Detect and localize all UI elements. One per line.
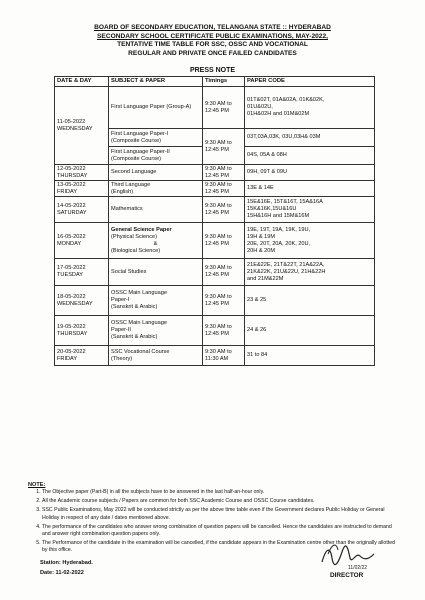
subject-note: (Biological Science) — [111, 247, 161, 254]
note-item: 2. All the Academic course subjects / Papers are common for both SSC Academic Course and OSSC Course candidates. — [42, 498, 398, 505]
signature-icon — [318, 538, 378, 572]
table-row — [55, 87, 375, 129]
code-cell — [245, 286, 375, 316]
notes-title: NOTE: — [28, 482, 46, 488]
time-start: 9:30 AM to — [205, 181, 232, 188]
signature-date: 11/02/22 — [348, 565, 368, 571]
note-item: 5. The Performance of the candidate in the examination will be cancelled, if the candidate appears in the Examination centre other than the originally allotted by this office. — [42, 540, 398, 555]
code-cell — [245, 147, 375, 165]
time-end: 12:45 PM — [205, 240, 229, 247]
code-cell — [245, 197, 375, 223]
subject-cell — [109, 316, 203, 346]
press-note-title: PRESS NOTE — [189, 67, 236, 74]
code-cell — [245, 165, 375, 181]
header-exam: SECONDARY SCHOOL CERTIFICATE PUBLIC EXAMINATIONS, MAY-2022, — [97, 32, 328, 40]
day: FRIDAY — [57, 188, 78, 195]
station-block — [40, 558, 93, 578]
code-line: 04S, 05A & 08H — [247, 152, 287, 158]
time-start: 9:30 AM to — [205, 100, 232, 107]
date-cell — [55, 346, 109, 366]
timing-cell — [203, 286, 245, 316]
code-line: 19H & 19M — [247, 233, 275, 240]
code-line: 21E&22E, 21T&22T, 21A&22A, — [247, 261, 325, 268]
subject-cell — [109, 165, 203, 181]
table-row — [55, 346, 375, 366]
date: 12-05-2022 — [57, 165, 86, 172]
code-line: 15H&16H and 15M&16M — [247, 213, 310, 219]
code-line: 01U&02U, — [247, 104, 273, 110]
subject-note: Paper-II — [111, 327, 131, 333]
subject: Third Language — [111, 181, 151, 188]
subject: First Language Paper (Group-A) — [111, 104, 192, 110]
timetable — [54, 76, 375, 366]
code-line: 15K&16K,15U&16U — [247, 206, 297, 212]
code-cell — [245, 129, 375, 147]
table-header-row — [55, 77, 375, 87]
header-timetable: TENTATIVE TIME TABLE FOR SSC, OSSC AND VOCATIONAL — [117, 41, 308, 49]
subject-cell — [109, 286, 203, 316]
subject: OSSC Main Language — [111, 290, 167, 296]
time-start: 9:30 AM to — [205, 233, 232, 240]
code-line: 03T,03A,03K, 03U,03H& 03M — [247, 134, 321, 140]
date: 11-05-2022 — [57, 118, 86, 125]
time-start: 9:30 AM to — [205, 323, 232, 330]
day: WEDNESDAY — [57, 125, 93, 132]
subject-note: (Physical Science) — [111, 233, 158, 240]
col-header-subject: SUBJECT & PAPER — [109, 77, 203, 87]
date-cell — [55, 316, 109, 346]
timing-cell — [203, 259, 245, 286]
subject-cell — [109, 147, 203, 165]
date-cell — [55, 165, 109, 181]
code-line: 21K&22K, 21U&22U, 21H&22H — [247, 268, 326, 275]
timing-cell — [203, 165, 245, 181]
subject-cell — [109, 87, 203, 129]
note-item: 1. The Objective paper (Part-B) in all the subjects have to be answered in the last half-an-hour only. — [42, 489, 398, 496]
subject: First Language Paper-I — [111, 130, 169, 137]
timing-cell — [203, 316, 245, 346]
date: 19-05-2022 — [57, 323, 86, 330]
code-cell — [245, 346, 375, 366]
table-row — [55, 259, 375, 286]
code-line: 01H&02H and 01M&02M — [247, 111, 310, 117]
subject: Second Language — [111, 169, 157, 175]
code-cell — [245, 316, 375, 346]
subject-note: (Composite Course) — [111, 137, 162, 144]
time-start: 9:30 AM to — [205, 348, 232, 355]
timing-cell — [203, 87, 245, 129]
subject-note: (English) — [111, 188, 134, 195]
code-line: 09H, 09T & 09U — [247, 169, 288, 175]
table-row — [55, 181, 375, 197]
date: 20-05-2022 — [57, 348, 86, 355]
subject: General Science Paper — [111, 226, 172, 233]
subject-cell — [109, 223, 203, 259]
subject-cell — [109, 346, 203, 366]
subject: SSC Vocational Course — [111, 348, 170, 355]
code-line: 01T&02T, 01A&02A, 01K&02K, — [247, 97, 325, 103]
time-end: 12:45 PM — [205, 209, 229, 216]
date-cell — [55, 181, 109, 197]
code-line: 20E, 20T, 20A, 20K, 20U, — [247, 240, 311, 247]
code-line: 23 & 25 — [247, 297, 267, 303]
code-line: 19E, 19T, 19A, 19K, 19U, — [247, 226, 311, 233]
time-end: 12:45 PM — [205, 107, 229, 114]
subject: Social Studies — [111, 268, 147, 275]
col-header-code: PAPER CODE — [245, 77, 375, 87]
date: 16-05-2022 — [57, 233, 86, 240]
time-start: 9:30 AM to — [205, 202, 232, 209]
code-cell — [245, 87, 375, 129]
col-header-date: DATE & DAY — [55, 77, 109, 87]
date: 17-05-2022 — [57, 265, 86, 271]
subject-note: Paper-I — [111, 297, 130, 303]
subject-note: & — [153, 240, 158, 247]
subject-cell — [109, 197, 203, 223]
table-row — [55, 197, 375, 223]
subject-cell — [109, 129, 203, 147]
header-candidates: REGULAR AND PRIVATE ONCE FAILED CANDIDATES — [128, 49, 297, 57]
table-row — [55, 223, 375, 259]
issue-date: Date: 11-02-2022 — [40, 570, 84, 576]
timing-cell — [203, 223, 245, 259]
subject-note: (Sanskrit & Arabic) — [111, 304, 158, 310]
document-header — [40, 24, 385, 58]
subject-note: (Theory) — [111, 355, 133, 362]
date-cell — [55, 286, 109, 316]
date-cell — [55, 197, 109, 223]
code-line: 31 to 84 — [247, 352, 268, 358]
subject: OSSC Main Language — [111, 320, 167, 326]
code-line: 20H & 20M — [247, 247, 275, 254]
code-line: 24 & 26 — [247, 327, 267, 333]
day: THURSDAY — [57, 330, 88, 337]
code-line: 13E & 14E — [247, 185, 274, 191]
day: FRIDAY — [57, 355, 78, 362]
date: 18-05-2022 — [57, 293, 86, 300]
subject-note: (Sanskrit & Arabic) — [111, 334, 158, 340]
subject-note: (Composite Course) — [111, 155, 162, 162]
time-end: 12:45 PM — [205, 272, 229, 278]
timing-cell — [203, 181, 245, 197]
code-cell — [245, 181, 375, 197]
code-cell — [245, 223, 375, 259]
date-cell — [55, 259, 109, 286]
timing-cell — [203, 129, 245, 165]
header-board: BOARD OF SECONDARY EDUCATION, TELANGANA STATE :: HYDERABAD — [94, 24, 331, 31]
time-start: 9:30 AM to — [205, 265, 232, 271]
date-cell — [55, 87, 109, 165]
subject-cell — [109, 181, 203, 197]
code-line: and 21M&22M — [247, 275, 284, 282]
table-row — [55, 165, 375, 181]
table-row — [55, 316, 375, 346]
code-cell — [245, 259, 375, 286]
date: 13-05-2022 — [57, 181, 86, 188]
day: WEDNESDAY — [57, 300, 93, 307]
time-end: 12:45 PM — [205, 300, 229, 307]
time-end: 11:30 AM — [205, 355, 229, 362]
time-end: 12:45 PM — [205, 172, 229, 179]
date-cell — [55, 223, 109, 259]
station: Station: Hyderabad. — [40, 560, 93, 566]
time-end: 12:45 PM — [205, 146, 229, 153]
day: MONDAY — [57, 240, 82, 247]
day: SATURDAY — [57, 209, 87, 216]
day: TUESDAY — [57, 272, 84, 278]
table-row — [55, 286, 375, 316]
note-item: 4. The performance of the candidates who answer wrong combination of question papers will be cancelled. Hence the candidates are instructed to demand and answer right combination question papers only. — [42, 524, 398, 539]
director-title: DIRECTOR — [330, 572, 364, 579]
time-start: 9:30 AM to — [205, 293, 232, 300]
day: THURSDAY — [57, 172, 88, 179]
timing-cell — [203, 346, 245, 366]
time-end: 12:45 PM — [205, 188, 229, 195]
time-end: 12:45 PM — [205, 330, 229, 337]
subject-cell — [109, 259, 203, 286]
note-item: 3. SSC Public Examinations, May 2022 will be conducted strictly as per the above time table even if the Government declares Public Holiday or General Holiday in respect of any date / dates mentioned above. — [42, 507, 398, 522]
time-start: 9:30 AM to — [205, 139, 232, 146]
subject: First Language Paper-II — [111, 148, 170, 155]
subject: Mathematics — [111, 206, 143, 212]
time-start: 9:30 AM to — [205, 165, 232, 172]
timing-cell — [203, 197, 245, 223]
code-line: 15E&16E, 15T&16T, 15A&16A — [247, 199, 323, 205]
date: 14-05-2022 — [57, 202, 86, 209]
col-header-timings: Timings — [203, 77, 245, 87]
